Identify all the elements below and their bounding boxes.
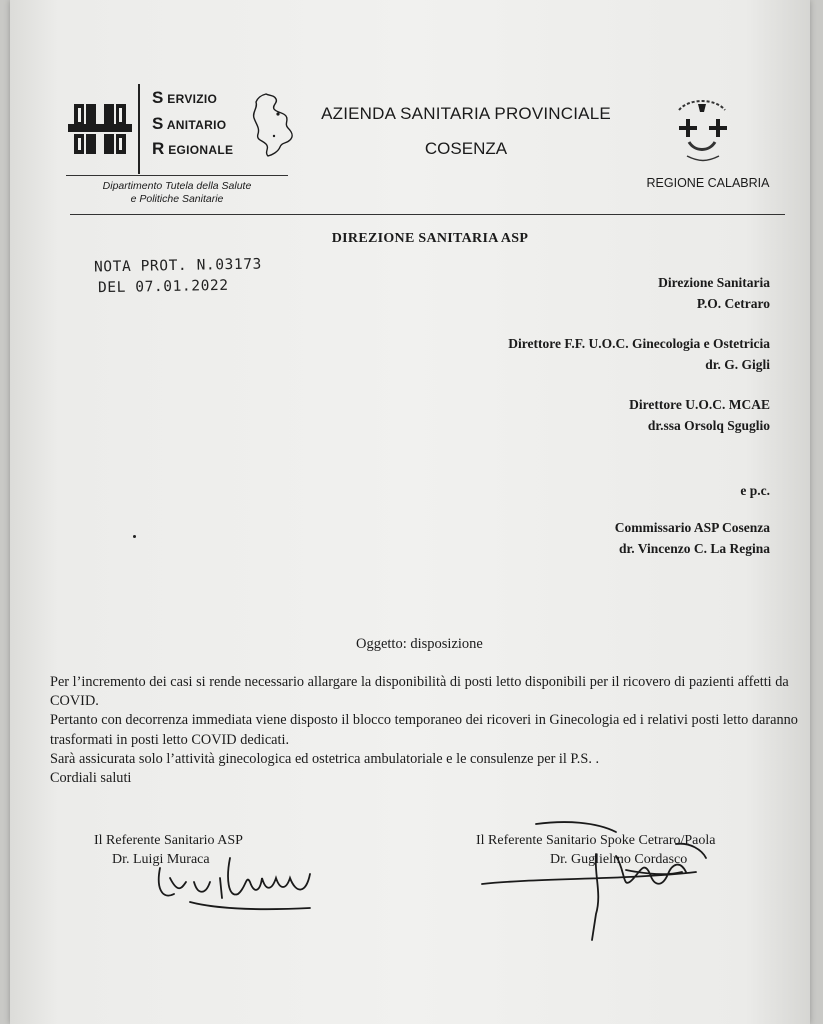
cc-recipient-block <box>615 517 770 559</box>
body-paragraph: Pertanto con decorrenza immediata viene disposto il blocco temporaneo dei ricoveri in Ginecologia ed i relativi posti letto daranno trasformati in posti letto COVID dedicati. <box>50 712 798 748</box>
cc-recipient-line: dr. Vincenzo C. La Regina <box>618 541 770 556</box>
header-left-rule <box>66 175 288 176</box>
dipartimento-label <box>66 180 288 206</box>
ssr-wordmark <box>152 86 233 163</box>
ssr-cross-logo-icon <box>68 100 132 156</box>
body-paragraph: Sarà assicurata solo l’attività ginecologica ed ostetrica ambulatoriale e le consulenze per il P.S. . <box>50 750 600 767</box>
cc-label: e p.c. <box>740 483 770 498</box>
body-paragraph: Per l’incremento dei casi si rende necessario allargare la disponibilità di posti letto disponibili per il ricovero di pazienti affetti da COVID. <box>50 674 789 710</box>
recipient-line: dr. G. Gigli <box>705 357 770 372</box>
recipient-line: Direttore F.F. U.O.C. Ginecologia e Ostetricia <box>508 336 770 351</box>
recipient-line: Direttore U.O.C. MCAE <box>629 397 770 412</box>
recipient-line: dr.ssa Orsolq Sguglio <box>647 418 770 433</box>
subject-line: Oggetto: disposizione <box>356 636 483 652</box>
regione-label: REGIONE CALABRIA <box>646 176 770 190</box>
calabria-map-icon <box>248 92 296 158</box>
signature-left <box>94 831 243 869</box>
signature-role: Il Referente Sanitario ASP <box>94 833 243 848</box>
ssr-cap-2: S <box>152 113 164 133</box>
recipient-line: Direzione Sanitaria <box>658 275 770 290</box>
signature-name: Dr. Luigi Muraca <box>112 852 210 867</box>
ssr-rest-3: EGIONALE <box>168 143 234 157</box>
ssr-cap-1: S <box>152 88 164 107</box>
protocol-date: DEL 07.01.2022 <box>97 277 229 297</box>
recipient-line: P.O. Cetraro <box>696 296 770 311</box>
recipient-block <box>629 394 770 436</box>
ssr-rest-1: ERVIZIO <box>167 92 218 106</box>
ssr-rest-2: ANITARIO <box>166 117 227 132</box>
direzione-title: DIREZIONE SANITARIA ASP <box>331 231 529 246</box>
signature-right <box>476 831 715 869</box>
dipartimento-line-2: e Politiche Sanitarie <box>130 193 224 205</box>
signature-name: Dr. Guglielmo Cordasco <box>550 852 688 867</box>
header-rule <box>70 214 785 215</box>
stray-mark <box>133 535 136 538</box>
protocol-number: NOTA PROT. N.03173 <box>93 256 263 276</box>
regione-calabria-crest-icon <box>665 96 739 166</box>
asp-city: COSENZA <box>424 139 508 158</box>
signature-role: Il Referente Sanitario Spoke Cetraro/Paola <box>476 833 716 848</box>
asp-title: AZIENDA SANITARIA PROVINCIALE <box>321 104 611 123</box>
logo-divider <box>138 84 140 174</box>
dipartimento-line-1: Dipartimento Tutela della Salute <box>102 180 252 192</box>
document-page <box>10 0 810 1024</box>
closing: Cordiali saluti <box>50 770 132 787</box>
cc-recipient-line: Commissario ASP Cosenza <box>614 520 770 535</box>
letter-body <box>50 673 810 788</box>
recipient-block <box>508 333 770 375</box>
recipient-block <box>658 272 770 314</box>
ssr-cap-3: R <box>152 139 165 158</box>
